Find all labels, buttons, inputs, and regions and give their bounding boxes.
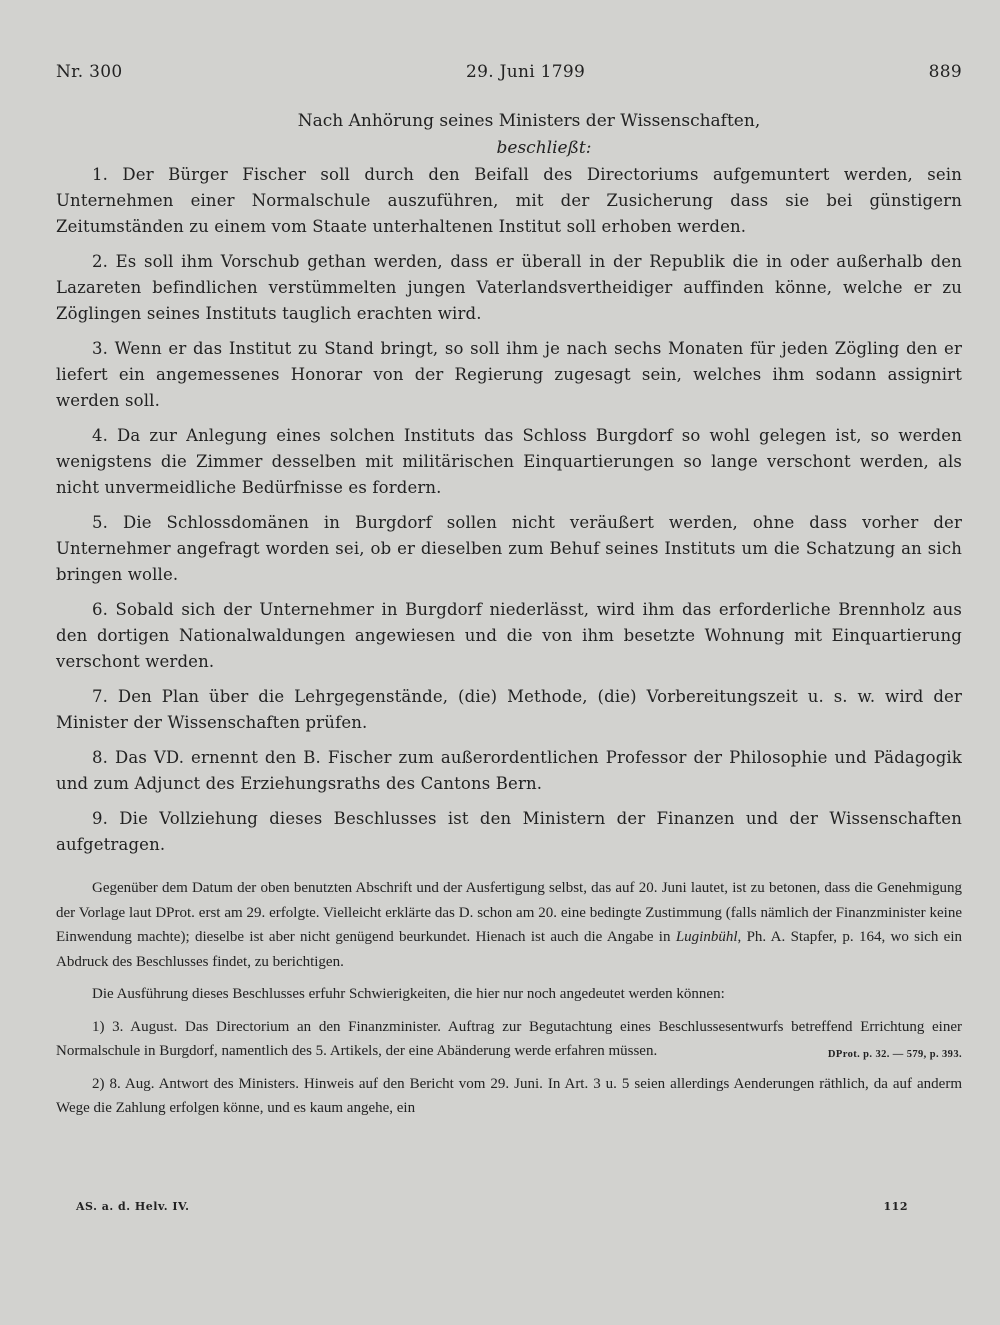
commentary-paragraph-1 [56,876,962,974]
decision-heading: beschließt: [496,138,592,158]
article-8: 8. Das VD. ernennt den B. Fischer zum außerordentlichen Professor der Philosophie und Pädagogik und zum Adjunct des Erziehungsraths des Cantons Bern. [56,748,962,793]
cited-author: Luginbühl [675,929,738,945]
article-5: 5. Die Schlossdomänen in Burgdorf sollen nicht veräußert werden, ohne dass vorher der Unternehmer angefragt worden sei, ob er dieselben zum Behuf seines Instituts um die Schatzung an sich bringen wolle. [56,513,962,584]
page-number: 889 [928,62,962,82]
running-head [56,62,962,82]
resolution-articles [56,162,962,858]
article-3: 3. Wenn er das Institut zu Stand bringt, so soll ihm je nach sechs Monaten für jeden Zögling den er liefert ein angemessenes Honorar von der Regierung zugesagt sein, welches ihm sodann assignirt werden soll. [56,339,962,410]
editorial-commentary [56,876,962,1121]
article-7: 7. Den Plan über die Lehrgegenstände, (die) Methode, (die) Vorbereitungszeit u. s. w. wird der Minister der Wissenschaften prüfen. [56,687,962,732]
article-1: 1. Der Bürger Fischer soll durch den Beifall des Directoriums aufgemuntert werden, sein Unternehmen einer Normalschule auszuführen, mit der Zusicherung dass sie bei günstigern Zeitumständen zu einem vom Staate unterhaltenen Institut soll erhoben werden. [56,165,962,236]
preamble-line: Nach Anhörung seines Ministers der Wissenschaften, [297,111,761,131]
page-footer [76,1200,908,1213]
commentary-text: 1) 3. August. Das Directorium an den Finanzminister. Auftrag zur Begutachtung eines Beschlussesentwurfs betreffend Errichtung einer Normalschule in Burgdorf, namentlich des 5. Artikels, der eine Abänderung werde erfahren müssen. [56,1018,962,1059]
commentary-paragraph-2: Die Ausführung dieses Beschlusses erfuhr Schwierigkeiten, die hier nur noch angedeutet werden können: [92,986,725,1002]
source-reference: DProt. p. 32. — 579, p. 393. [827,1049,962,1060]
commentary-paragraph-3 [56,1015,962,1064]
commentary-paragraph-4: 2) 8. Aug. Antwort des Ministers. Hinweis auf den Bericht vom 29. Juni. In Art. 3 u. 5 seien allerdings Aenderungen räthlich, da auf anderm Wege die Zahlung erfolgen könne, und es kaum angehe, ein [56,1075,962,1116]
sheet-number: 112 [883,1200,908,1213]
commentary-text: , Ph. A. Stapfer, p. 164, wo sich ein Abdruck des Beschlusses findet, zu berichtigen. [56,929,962,970]
commentary-text: Gegenüber dem Datum der oben benutzten Abschrift und der Ausfertigung selbst, das auf 20. Juni lautet, ist zu betonen, dass die Genehmigung der Vorlage laut DProt. erst am 29. erfolgte. Vielleicht erklärte das D. schon am 20. eine bedingte Zustimmung (falls nämlich der Finanzminister keine Einwendung machte); dieselbe ist aber nicht genügend beurkundet. Hienach ist auch die Angabe in [56,880,962,945]
article-2: 2. Es soll ihm Vorschub gethan werden, dass er überall in der Republik die in oder außerhalb den Lazareten befindlichen verstümmelten jungen Vaterlandsvertheidiger auffinden könne, welche er zu Zöglingen seines Instituts tauglich erachten wird. [56,252,962,323]
article-6: 6. Sobald sich der Unternehmer in Burgdorf niederlässt, wird ihm das erforderliche Brennholz aus den dortigen Nationalwaldungen angewiesen und die von ihm besetzte Wohnung mit Einquartierung verschont werden. [56,600,962,671]
document-date: 29. Juni 1799 [465,62,586,82]
document-number: Nr. 300 [56,62,123,82]
signature-mark: AS. a. d. Helv. IV. [76,1200,190,1213]
article-9: 9. Die Vollziehung dieses Beschlusses ist den Ministern der Finanzen und der Wissenschaften aufgetragen. [56,809,962,854]
article-4: 4. Da zur Anlegung eines solchen Instituts das Schloss Burgdorf so wohl gelegen ist, so werden wenigstens die Zimmer desselben mit militärischen Einquartierungen so lange verschont werden, als nicht unvermeidliche Bedürfnisse es fordern. [56,426,962,497]
